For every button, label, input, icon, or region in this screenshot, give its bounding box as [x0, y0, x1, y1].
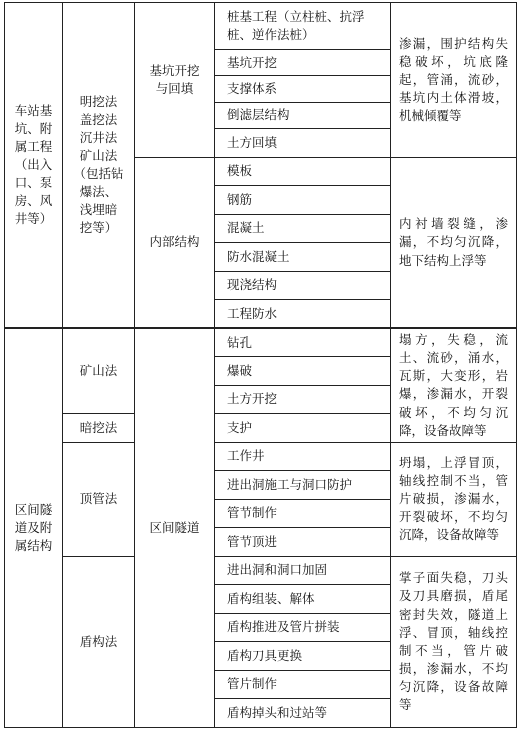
- item-cell: 工程防水: [215, 300, 391, 329]
- method-line: （包括钻: [73, 166, 124, 182]
- item-cell: 防水混凝土: [215, 243, 391, 272]
- method-cell-shallow-tunnel: 暗挖法: [63, 414, 135, 443]
- item-cell: 爆破: [215, 357, 391, 386]
- item-cell: 管节顶进: [215, 528, 391, 557]
- category-line: 属结构: [14, 538, 53, 554]
- item-cell: 盾构刀具更换: [215, 642, 391, 671]
- category-line: 坑、附: [14, 120, 53, 136]
- part-cell-internal-structure: [135, 157, 215, 328]
- item-cell: 盾构掉头和过站等: [215, 699, 391, 728]
- item-cell: 盾构推进及管片拼装: [215, 613, 391, 642]
- item-cell: 现浇结构: [215, 271, 391, 300]
- item-cell: 支撑体系: [215, 76, 391, 102]
- category-line: 道及附: [14, 520, 53, 536]
- method-line: 盖挖法: [79, 111, 118, 127]
- table-row: [5, 3, 517, 50]
- item-cell: 模板: [215, 157, 391, 186]
- item-cell: 倒滤层结构: [215, 102, 391, 128]
- construction-risk-table: [4, 2, 517, 728]
- method-line: 明挖法: [79, 93, 118, 109]
- risk-cell: 坍塌，上浮冒顶，轴线控制不当，管片破损，渗漏水，开裂破坏，不均匀沉降，设备故障等: [391, 442, 517, 556]
- item-cell: 管片制作: [215, 670, 391, 699]
- method-line: 挖等）: [79, 220, 118, 236]
- category-cell-station-pit: [5, 3, 63, 329]
- method-cell-pipe-jacking: 顶管法: [63, 442, 135, 556]
- item-cell: 工作井: [215, 442, 391, 471]
- category-line: 属工程: [14, 138, 53, 154]
- item-cell: 进出洞施工与洞口防护: [215, 471, 391, 500]
- table-row: [5, 328, 517, 357]
- method-cell-shield: 盾构法: [63, 556, 135, 727]
- item-cell: 土方开挖: [215, 385, 391, 414]
- risk-cell: 渗漏，围护结构失稳破坏，坑底隆起，管涌，流砂，基坑内土体滑坡，机械倾覆等: [391, 3, 517, 158]
- item-cell: 基坑开挖: [215, 49, 391, 75]
- item-cell: 钻孔: [215, 328, 391, 357]
- category-line: 区间隧: [14, 501, 53, 517]
- method-cell-open-cut: [63, 3, 135, 329]
- category-cell-interval-tunnel: [5, 328, 63, 727]
- part-line: 内部结构: [149, 234, 200, 250]
- item-cell: 土方回填: [215, 129, 391, 158]
- part-cell-excavation-backfill: [135, 3, 215, 158]
- method-cell-mining: 矿山法: [63, 328, 135, 414]
- item-cell: 钢筋: [215, 186, 391, 215]
- category-line: （出入: [14, 157, 53, 173]
- method-line: 浅埋暗: [79, 202, 118, 218]
- table-row: [5, 442, 517, 471]
- risk-cell: 掌子面失稳，刀头及刀具磨损，盾尾密封失效，隧道上浮、冒顶，轴线控制不当，管片破损，渗漏水，不均匀沉降，设备故障等: [391, 556, 517, 727]
- category-line: 井等）: [14, 211, 53, 227]
- item-cell: 桩基工程（立柱桩、抗浮桩、逆作法桩）: [215, 3, 391, 50]
- item-cell: 盾构组装、解体: [215, 585, 391, 614]
- category-line: 口、泵: [14, 175, 53, 191]
- table-row: [5, 556, 517, 585]
- item-cell: 进出洞和洞口加固: [215, 556, 391, 585]
- part-line: 基坑开挖: [149, 62, 200, 78]
- item-cell: 混凝土: [215, 214, 391, 243]
- part-line: 与回填: [155, 80, 194, 96]
- method-line: 矿山法: [79, 147, 118, 163]
- item-cell: 支护: [215, 414, 391, 443]
- risk-cell: 塌方，失稳，流土、流砂，涌水，瓦斯，大变形，岩爆，渗漏水，开裂破坏，不均匀沉降，设备故障等: [391, 328, 517, 442]
- method-line: 爆法、: [79, 184, 118, 200]
- category-line: 房、风: [14, 193, 53, 209]
- item-cell: 管节制作: [215, 499, 391, 528]
- part-cell-interval-tunnel: 区间隧道: [135, 328, 215, 727]
- risk-cell: 内衬墙裂缝，渗漏，不均匀沉降，地下结构上浮等: [391, 157, 517, 328]
- method-line: 沉井法: [79, 129, 118, 145]
- category-line: 车站基: [14, 102, 53, 118]
